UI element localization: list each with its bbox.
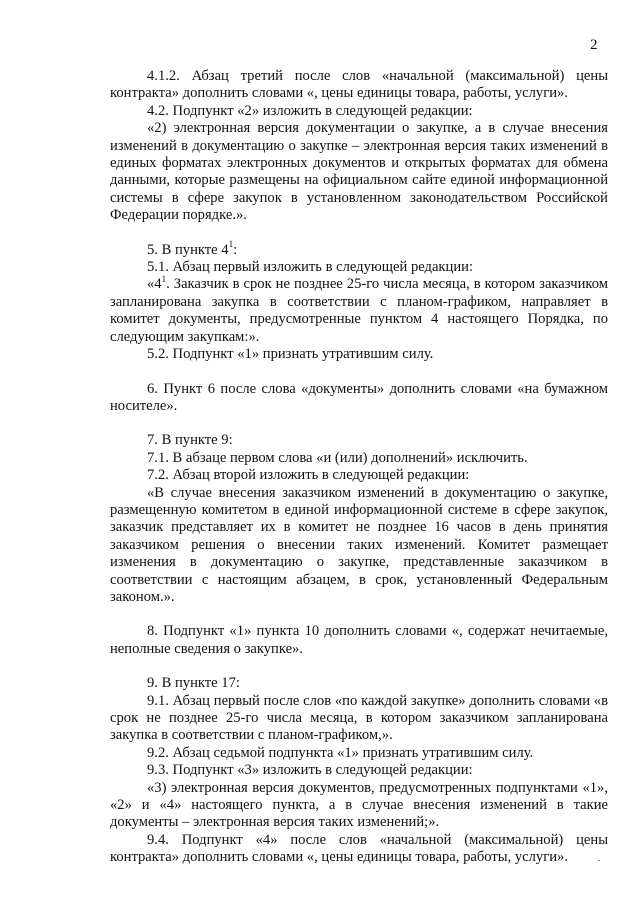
paragraph-text: «4 bbox=[147, 276, 162, 293]
paragraph: 7. В пункте 9: bbox=[147, 432, 233, 449]
superscript-index: 1 bbox=[161, 273, 167, 284]
paragraph: 9.1. Абзац первый после слов «по каждой закупке» дополнить словами «в срок не позднее 25-го числа месяца, в котором заказчиком запланирована закупка в соответствии с планом-графиком,». bbox=[110, 692, 608, 744]
paragraph: 5.2. Подпункт «1» признать утратившим силу. bbox=[147, 346, 434, 363]
paragraph: 5.1. Абзац первый изложить в следующей редакции: bbox=[147, 259, 474, 276]
paragraph: 9.4. Подпункт «4» после слов «начальной (максимальной) цены контракта» дополнить словами «, цены единицы товара, работы, услуги». bbox=[110, 831, 608, 866]
paragraph-text: 5. В пункте 4 bbox=[147, 241, 229, 258]
document-body bbox=[110, 68, 608, 867]
superscript-index: 1 bbox=[228, 238, 234, 249]
page-number: 2 bbox=[590, 37, 598, 53]
paragraph: «2) электронная версия документации о закупке, а в случае внесения изменений в документацию о закупке – электронная версия таких изменений в единых форматах электронных документов и открытых форматах для обмена данными, которые размещены на официальном сайте единой информационной системы в сфере закупок в установленном законодательством Российской Федерации порядке.». bbox=[110, 120, 608, 224]
paragraph: 9.3. Подпункт «3» изложить в следующей редакции: bbox=[147, 762, 473, 779]
paragraph: 9. В пункте 17: bbox=[147, 675, 240, 692]
paragraph-text: . Заказчик в срок не позднее 25-го числа месяца, в котором заказчиком запланирована закупка в соответствии с планом-графиком, направляет в комитет документы, предусмотренные пунктом 4 настоящего Порядка, по следующим закупкам:». bbox=[110, 276, 608, 345]
scan-speck bbox=[598, 860, 600, 861]
paragraph: 4.2. Подпункт «2» изложить в следующей редакции: bbox=[147, 102, 473, 119]
paragraph: 4.1.2. Абзац третий после слов «начальной (максимальной) цены контракта» дополнить словами «, цены единицы товара, работы, услуги». bbox=[110, 68, 608, 102]
paragraph: 9.2. Абзац седьмой подпункта «1» признать утратившим силу. bbox=[147, 744, 534, 761]
paragraph bbox=[110, 238, 608, 259]
paragraph: 7.2. Абзац второй изложить в следующей редакции: bbox=[147, 467, 470, 484]
paragraph: 8. Подпункт «1» пункта 10 дополнить словами «, содержат нечитаемые, неполные сведения о закупке». bbox=[110, 623, 608, 657]
paragraph: «3) электронная версия документов, предусмотренных подпунктами «1», «2» и «4» настоящего пункта, а в случае внесения изменений в такие документы – электронная версия таких изменений;». bbox=[110, 779, 608, 831]
paragraph: «В случае внесения заказчиком изменений в документацию о закупке, размещенную комитетом в единой информационной системе в сфере закупок, заказчик представляет их в комитет не позднее 16 часов в день принятия заказчиком решения о внесении таких изменений. Комитет размещает изменения в документацию о закупке, представленные заказчиком в соответствии с настоящим абзацем, в срок, установленный Федеральным законом.». bbox=[110, 484, 608, 605]
paragraph: 7.1. В абзаце первом слова «и (или) дополнений» исключить. bbox=[147, 449, 528, 466]
paragraph: 6. Пункт 6 после слова «документы» дополнить словами «на бумажном носителе». bbox=[110, 380, 608, 414]
paragraph bbox=[110, 273, 608, 346]
paragraph-text: : bbox=[233, 241, 238, 258]
